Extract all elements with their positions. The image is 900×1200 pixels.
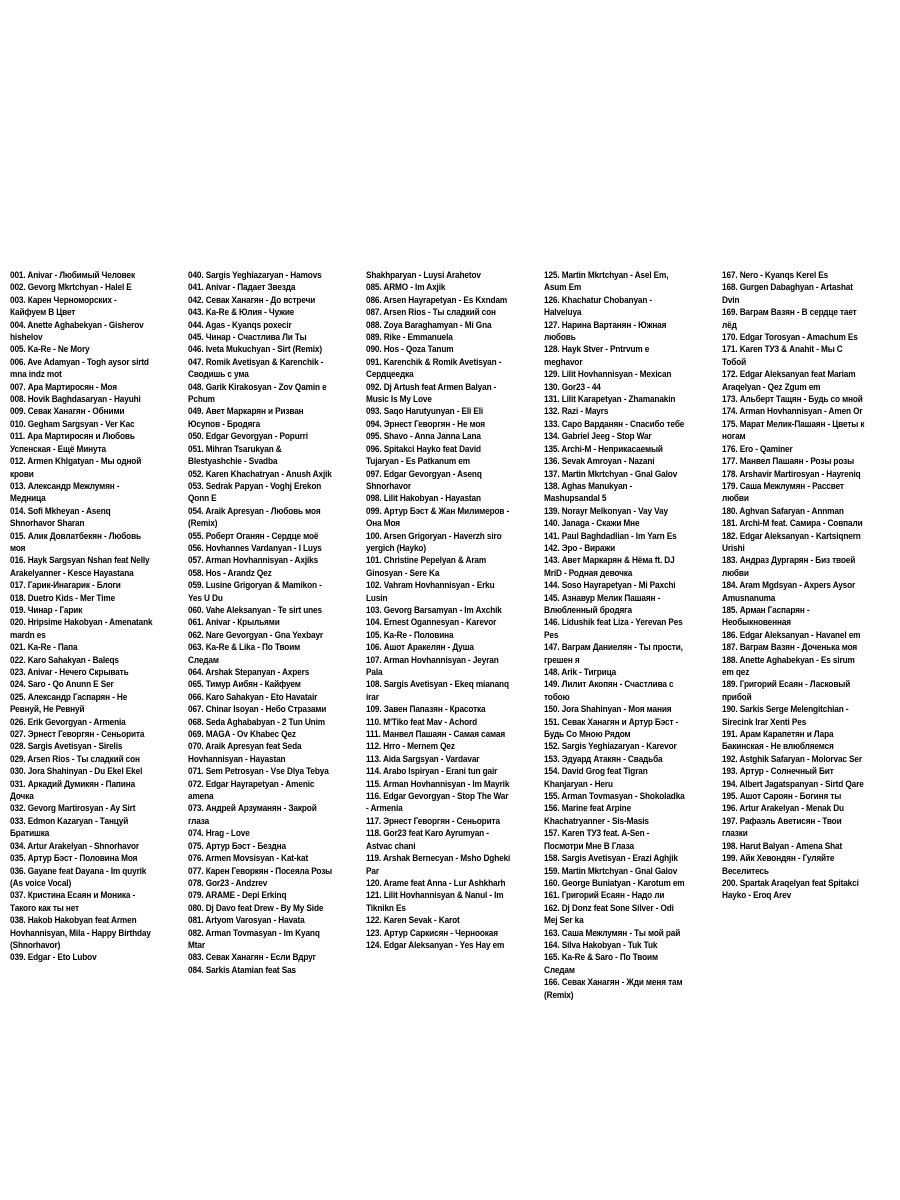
track-entry: 084. Sarkis Atamian feat Sas [188, 964, 296, 976]
track-entry: 172. Edgar Aleksanyan feat Mariam Araqelyan - Qez Zgum em [722, 369, 856, 393]
track-entry: 085. ARMO - Im Axjik [366, 282, 446, 294]
track-entry: 149. Лилит Акопян - Счастлива с тобою [544, 679, 674, 703]
track-entry: 168. Gurgen Dabaghyan - Artashat Dvin [722, 282, 853, 306]
track-entry: 035. Артур Бэст - Половина Моя [10, 853, 138, 865]
track-entry: 136. Sevak Amroyan - Nazani [544, 456, 655, 468]
track-entry: 182. Edgar Aleksanyan - Kartsiqnern Urishi [722, 530, 861, 554]
track-entry: 071. Sem Petrosyan - Vse Dlya Tebya [188, 766, 329, 778]
track-entry: 031. Аркадий Думикян - Папина Дочка [10, 778, 136, 803]
track-entry: 054. Araik Apresyan - Любовь моя (Remix) [188, 505, 321, 530]
track-entry: 120. Arame feat Anna - Lur Ashkharh [366, 877, 506, 889]
track-entry: 188. Anette Aghabekyan - Es sirum em qez [722, 654, 855, 678]
track-entry: 143. Авет Маркарян & Нёма ft. DJ MriD - Родная девочка [544, 555, 675, 579]
track-entry: 173. Альберт Тащян - Будь со мной [722, 394, 863, 406]
track-entry: 145. Азнавур Мелик Пашаян - Влюбленный бродяга [544, 592, 661, 616]
track-entry: 068. Seda Aghababyan - 2 Tun Unim [188, 716, 325, 728]
track-entry: 116. Edgar Gevorgyan - Stop The War - Armenia [366, 791, 509, 815]
track-entry: 181. Archi-M feat. Самира - Совпали [722, 518, 863, 530]
track-entry: 124. Edgar Aleksanyan - Yes Hay em [366, 939, 505, 951]
track-entry: 117. Эрнест Геворгян - Сеньорита [366, 815, 500, 827]
track-entry: 077. Карен Геворкян - Посеяла Розы [188, 865, 333, 877]
track-entry: 004. Anette Aghabekyan - Gisherov hishelov [10, 319, 144, 344]
track-entry: 032. Gevorg Martirosyan - Ay Sirt [10, 803, 136, 815]
track-entry: 185. Арман Гаспарян - Необыкновенная [722, 604, 810, 629]
track-entry: 019. Чинар - Гарик [10, 604, 83, 616]
track-entry: 040. Sargis Yeghiazaryan - Hamovs [188, 270, 322, 281]
track-entry: 133. Саро Варданян - Спасибо тебе [544, 418, 685, 430]
track-entry: 107. Arman Hovhannisyan - Jeyran Pala [366, 654, 499, 678]
track-entry: 005. Ka-Re - Ne Mory [10, 344, 90, 356]
track-entry: 121. Lilit Hovhannisyan & Nanul - Im Tiknikn Es [366, 890, 504, 914]
track-entry: 037. Кристина Есаян и Моника - Такого как ты нет [10, 890, 136, 914]
track-entry: 076. Armen Movsisyan - Kat-kat [188, 853, 309, 865]
track-entry: 119. Arshak Bernecyan - Msho Dgheki Par [366, 853, 511, 877]
track-entry: 196. Artur Arakelyan - Menak Du [722, 803, 844, 815]
track-entry: 059. Lusine Grigoryan & Mamikon - Yes U Du [188, 580, 322, 604]
track-entry: 096. Spitakci Hayko feat David Tujaryan - Es Patkanum em [366, 443, 481, 468]
track-entry: 106. Ашот Аракелян - Душа [366, 642, 474, 654]
track-entry: 128. Hayk Stver - Pntrvum e meghavor [544, 344, 650, 368]
track-entry: 064. Arshak Stepanyan - Axpers [188, 667, 310, 678]
track-entry: 199. Айк Хевондян - Гуляйте Веселитесь [722, 853, 835, 877]
track-entry: 164. Silva Hakobyan - Tuk Tuk [544, 939, 658, 951]
track-entry: 021. Ka-Re - Папа [10, 642, 78, 654]
track-entry: 198. Harut Balyan - Amena Shat [722, 840, 843, 852]
track-entry: 007. Ара Мартиросян - Моя [10, 381, 117, 393]
track-entry: 067. Chinar Isoyan - Небо Стразами [188, 704, 327, 716]
track-entry: 192. Astghik Safaryan - Molorvac Ser [722, 753, 862, 765]
track-entry: 069. MAGA - Ov Khabec Qez [188, 729, 296, 741]
track-entry: 169. Ваграм Вазян - В сердце тает лёд [722, 307, 857, 331]
track-entry: 142. Эрo - Виражи [544, 542, 616, 554]
track-entry: 044. Agas - Kyanqs poxecir [188, 319, 292, 331]
track-entry: 099. Артур Бэст & Жан Милимеров - Она Моя [366, 505, 510, 530]
track-column-2 [188, 270, 333, 976]
track-entry: 101. Christine Pepelyan & Aram Ginosyan - Sere Ka [366, 555, 487, 579]
track-entry: 066. Karo Sahakyan - Eto Havatair [188, 691, 318, 703]
track-entry: 002. Gevorg Mkrtchyan - Halel E [10, 282, 132, 294]
track-entry: 137. Martin Mkrtchyan - Gnal Galov [544, 468, 678, 480]
track-entry: 161. Григорий Есаян - Надо ли [544, 890, 665, 902]
track-entry: 024. Saro - Qo Anunn E Ser [10, 679, 114, 691]
track-entry: 014. Sofi Mkheyan - Asenq Shnorhavor Sharan [10, 505, 111, 530]
track-entry: 134. Gabriel Jeeg - Stop War [544, 431, 652, 443]
track-entry: 015. Алик Довлатбекян - Любовь моя [10, 530, 141, 554]
track-entry: 010. Gegham Sargsyan - Ver Kac [10, 418, 135, 430]
track-entry: 146. Lidushik feat Liza - Yerevan Pes Pes [544, 617, 683, 641]
track-entry: 012. Armen Khlgatyan - Мы одной крови [10, 456, 142, 480]
track-entry: 026. Erik Gevorgyan - Armenia [10, 716, 126, 728]
track-entry: 189. Григорий Есаян - Ласковый прибой [722, 679, 851, 703]
track-entry: 140. Janaga - Скажи Мне [544, 518, 640, 530]
track-entry: 091. Karenchik & Romik Avetisyan - Сердцеедка [366, 356, 502, 381]
track-entry: 125. Martin Mkrtchyan - Asel Em, Asum Em [544, 270, 669, 294]
track-column-4 [544, 270, 688, 1001]
track-entry: 095. Shavo - Anna Janna Lana [366, 431, 481, 443]
track-entry: 041. Anivar - Падает Звезда [188, 282, 296, 294]
track-entry: 186. Edgar Aleksanyan - Havanel em [722, 629, 861, 641]
track-entry: 087. Arsen Rios - Ты сладкий сон [366, 307, 496, 319]
track-entry: 126. Khachatur Chobanyan - Halveluya [544, 294, 653, 319]
track-entry: 070. Araik Apresyan feat Seda Hovhannisyan - Hayastan [188, 741, 302, 765]
track-entry: 028. Sargis Avetisyan - Sirelis [10, 741, 123, 753]
track-entry: 025. Александр Гаспарян - Не Ревнуй, Не Ревнуй [10, 691, 128, 716]
track-entry: 127. Нарина Вартанян - Южная любовь [544, 319, 667, 344]
track-entry: 097. Edgar Gevorgyan - Asenq Shnorhavor [366, 468, 482, 492]
track-entry: 093. Saqo Harutyunyan - Eli Eli [366, 406, 484, 418]
track-entry: 130. Gor23 - 44 [544, 381, 601, 393]
track-entry: 020. Hripsime Hakobyan - Amenatank mardn es [10, 617, 153, 641]
track-entry: 022. Karo Sahakyan - Baleqs [10, 654, 119, 666]
track-entry: 167. Nero - Kyanqs Kerel Es [722, 270, 829, 281]
track-entry: 129. Lilit Hovhannisyan - Mexican [544, 369, 672, 381]
track-entry: 147. Ваграм Даниелян - Ты прости, грешен я [544, 642, 683, 666]
track-entry: 187. Ваграм Вазян - Доченька моя [722, 642, 858, 654]
track-entry: 113. Aida Sargsyan - Vardavar [366, 753, 480, 765]
track-entry: 123. Артур Саркисян - Черноокая [366, 927, 498, 939]
track-entry: 109. Завен Папазян - Красотка [366, 704, 486, 716]
track-entry: 047. Romik Avetisyan & Karenchik - Сводишь с ума [188, 356, 324, 381]
track-entry: 009. Севак Ханагян - Обними [10, 406, 125, 418]
track-entry: 178. Arshavir Martirosyan - Hayreniq [722, 468, 861, 480]
track-entry: Shakhparyan - Luysi Arahetov [366, 270, 481, 281]
track-entry: 118. Gor23 feat Karo Ayrumyan - Astvac chani [366, 828, 489, 852]
track-entry: 080. Dj Davo feat Drew - By My Side [188, 902, 324, 914]
track-entry: 159. Martin Mkrtchyan - Gnal Galov [544, 865, 678, 877]
track-entry: 075. Артур Бэст - Бездна [188, 840, 286, 852]
track-entry: 100. Arsen Grigoryan - Haverzh siro yergich (Hayko) [366, 530, 502, 554]
track-entry: 154. David Grog feat Tigran Khanjaryan - Heru [544, 766, 648, 790]
track-entry: 179. Саша Межлумян - Рассвет любви [722, 480, 844, 505]
track-entry: 048. Garik Kirakosyan - Zov Qamin e Pchum [188, 381, 327, 406]
track-entry: 089. Rike - Emmanuela [366, 332, 453, 344]
track-entry: 030. Jora Shahinyan - Du Ekel Ekel [10, 766, 143, 778]
track-entry: 061. Anivar - Крыльями [188, 617, 280, 629]
track-entry: 112. Hrro - Mernem Qez [366, 741, 455, 753]
track-entry: 078. Gor23 - Andzrev [188, 877, 268, 889]
track-entry: 111. Манвел Пашаян - Самая самая [366, 729, 506, 741]
track-entry: 013. Александр Межлумян - Медница [10, 480, 120, 505]
track-entry: 016. Hayk Sargsyan Nshan feat Nelly Arakelyanner - Kesce Hayastana [10, 555, 150, 579]
track-entry: 034. Artur Arakelyan - Shnorhavor [10, 840, 140, 852]
track-entry: 193. Артур - Солнечный Бит [722, 766, 834, 778]
track-entry: 023. Anivar - Нечего Скрывать [10, 667, 129, 678]
track-entry: 098. Lilit Hakobyan - Hayastan [366, 493, 481, 505]
track-column-5 [722, 270, 866, 940]
track-entry: 144. Soso Hayrapetyan - Mi Paxchi [544, 580, 676, 592]
track-entry: 082. Arman Tovmasyan - Im Kyanq Mtar [188, 927, 320, 951]
track-entry: 131. Lilit Karapetyan - Zhamanakin [544, 394, 676, 406]
track-entry: 029. Arsen Rios - Ты сладкий сон [10, 753, 140, 765]
track-entry: 083. Севак Ханагян - Если Вдруг [188, 952, 316, 964]
track-entry: 018. Duetro Kids - Mer Time [10, 592, 116, 604]
track-entry: 017. Гарик-Инагарик - Блоги [10, 580, 121, 592]
track-entry: 046. Iveta Mukuchyan - Sirt (Remix) [188, 344, 322, 356]
track-entry: 197. Рафаэль Аветисян - Твои глазки [722, 815, 842, 840]
track-entry: 162. Dj Donz feat Sone Silver - Odi Mej Ser ka [544, 902, 674, 927]
track-entry: 175. Марат Мелик-Пашаян - Цветы к ногам [722, 418, 865, 443]
track-entry: 081. Artyom Varosyan - Havata [188, 915, 305, 927]
track-entry: 132. Razi - Mayrs [544, 406, 609, 418]
track-entry: 086. Arsen Hayrapetyan - Es Kxndam [366, 294, 508, 306]
track-entry: 110. M'Tiko feat Mav - Achord [366, 716, 478, 728]
track-entry: 062. Nare Gevorgyan - Gna Yexbayr [188, 629, 324, 641]
track-entry: 122. Karen Sevak - Karot [366, 915, 460, 927]
track-entry: 102. Vahram Hovhannisyan - Erku Lusin [366, 580, 495, 604]
track-entry: 094. Эрнест Геворгян - Не моя [366, 418, 485, 430]
track-entry: 090. Hos - Qoza Tanum [366, 344, 454, 356]
track-entry: 139. Norayr Melkonyan - Vay Vay [544, 505, 668, 517]
track-entry: 108. Sargis Avetisyan - Ekeq miananq irar [366, 679, 509, 703]
track-entry: 038. Hakob Hakobyan feat Armen Hovhannisyan, Mila - Happy Birthday (Shnorhavor) [10, 915, 151, 951]
track-entry: 200. Spartak Araqelyan feat Spitakci Hayko - Eroq Arev [722, 877, 859, 902]
track-entry: 050. Edgar Gevorgyan - Popurri [188, 431, 308, 443]
track-entry: 065. Тимур Аибян - Кайфуем [188, 679, 301, 691]
track-column-1 [10, 270, 154, 964]
track-entry: 045. Чинар - Счастлива Ли Ты [188, 332, 307, 344]
track-entry: 148. Arik - Тигрица [544, 667, 617, 678]
track-entry: 051. Mihran Tsarukyan & Blestyashchie - Svadba [188, 443, 282, 468]
track-entry: 055. Роберт Оганян - Сердце моё [188, 530, 319, 542]
track-entry: 052. Karen Khachatryan - Anush Axjik [188, 468, 332, 480]
track-entry: 033. Edmon Kazaryan - Танцуй Братишка [10, 815, 129, 840]
track-entry: 006. Ave Adamyan - Togh aysor sirtd mna indz mot [10, 356, 149, 381]
track-entry: 191. Арам Карапетян и Лара Бакинская - Не влюбляемся [722, 729, 834, 753]
track-entry: 165. Ka-Re & Saro - По Твоим Следам [544, 952, 658, 976]
track-entry: 180. Aghvan Safaryan - Annman [722, 505, 844, 517]
track-entry: 141. Paul Baghdadlian - Im Yarn Es [544, 530, 677, 542]
track-entry: 115. Arman Hovhannisyan - Im Mayrik [366, 778, 510, 790]
track-entry: 063. Ka-Re & Lika - По Твоим Следам [188, 642, 301, 666]
track-entry: 003. Карен Черноморских - Кайфуем В Цвет [10, 294, 117, 319]
track-entry: 056. Hovhannes Vardanyan - I Luys [188, 542, 322, 554]
track-entry: 049. Авет Маркарян и Ризван Юсупов - Бродяга [188, 406, 304, 430]
track-entry: 160. George Buniatyan - Karotum em [544, 877, 685, 889]
track-entry: 114. Arabo Ispiryan - Erani tun gair [366, 766, 498, 778]
track-entry: 060. Vahe Aleksanyan - Te sirt unes [188, 604, 322, 616]
track-entry: 138. Aghas Manukyan - Mashupsandal 5 [544, 480, 633, 505]
track-entry: 092. Dj Artush feat Armen Balyan - Music Is My Love [366, 381, 497, 406]
track-entry: 153. Эдуард Атакян - Свадьба [544, 753, 663, 765]
track-entry: 176. Ero - Qaminer [722, 443, 793, 455]
track-entry: 171. Karen ТУ3 & Anahit - Мы С Тобой [722, 344, 843, 368]
track-entry: 088. Zoya Baraghamyan - Mi Gna [366, 319, 492, 331]
track-entry: 103. Gevorg Barsamyan - Im Axchik [366, 604, 502, 616]
track-entry: 001. Anivar - Любимый Человек [10, 270, 135, 281]
track-entry: 183. Андраз Дургарян - Биз твоей любви [722, 555, 856, 579]
track-entry: 156. Marine feat Arpine Khachatryanner - Sis-Masis [544, 803, 649, 827]
track-entry: 104. Ernest Ogannesyan - Karevor [366, 617, 497, 629]
track-entry: 135. Archi-M - Неприкасаемый [544, 443, 663, 455]
track-entry: 074. Hrag - Love [188, 828, 250, 840]
track-entry: 151. Севак Ханагян и Артур Бэст - Будь Со Мною Рядом [544, 716, 679, 741]
track-entry: 170. Edgar Torosyan - Amachum Es [722, 332, 858, 344]
track-entry: 027. Эрнест Геворгян - Сеньорита [10, 729, 145, 741]
track-entry: 163. Саша Межлумян - Ты мой рай [544, 927, 681, 939]
track-entry: 195. Ашот Сароян - Богиня ты [722, 791, 842, 803]
track-entry: 158. Sargis Avetisyan - Erazi Aghjik [544, 853, 678, 865]
track-entry: 039. Edgar - Eto Lubov [10, 952, 97, 964]
track-entry: 072. Edgar Hayrapetyan - Amenic amena [188, 778, 315, 803]
track-entry: 079. ARAME - Depi Erkinq [188, 890, 287, 902]
track-entry: 174. Arman Hovhannisyan - Amen Or [722, 406, 863, 418]
track-entry: 150. Jora Shahinyan - Моя мания [544, 704, 672, 716]
track-entry: 057. Arman Hovhannisyan - Axjiks [188, 555, 319, 567]
track-entry: 043. Ka-Re & Юлия - Чужие [188, 307, 295, 319]
track-entry: 008. Hovik Baghdasaryan - Hayuhi [10, 394, 141, 406]
track-entry: 190. Sarkis Serge Melengitchian - Sirecink Irar Xenti Pes [722, 704, 849, 728]
track-entry: 157. Karen ТУ3 feat. A-Sen - Посмотри Мне В Глаза [544, 828, 650, 852]
track-list [10, 270, 890, 1001]
track-entry: 058. Hos - Arandz Qez [188, 567, 272, 579]
track-entry: 194. Albert Jagatspanyan - Sirtd Qare [722, 778, 864, 790]
track-entry: 042. Севак Ханагян - До встречи [188, 294, 316, 306]
track-entry: 166. Севак Ханагян - Жди меня там (Remix) [544, 977, 683, 1001]
track-entry: 036. Gayane feat Dayana - Im quyrik (As voice Vocal) [10, 865, 147, 889]
track-column-3 [366, 270, 511, 951]
track-entry: 152. Sargis Yeghiazaryan - Karevor [544, 741, 677, 753]
track-entry: 053. Sedrak Papyan - Voghj Erekon Qonn E [188, 480, 322, 505]
track-entry: 011. Ара Мартиросян и Любовь Успенская - Ещё Минута [10, 431, 135, 455]
track-entry: 155. Arman Tovmasyan - Shokoladka [544, 791, 685, 803]
track-entry: 073. Андрей Арзуманян - Закрой глаза [188, 803, 317, 827]
track-entry: 105. Ka-Re - Половина [366, 629, 454, 641]
track-entry: 184. Aram Mgdsyan - Axpers Aysor Amusnanuma [722, 580, 856, 604]
track-entry: 177. Манвел Пашаян - Розы розы [722, 456, 855, 468]
